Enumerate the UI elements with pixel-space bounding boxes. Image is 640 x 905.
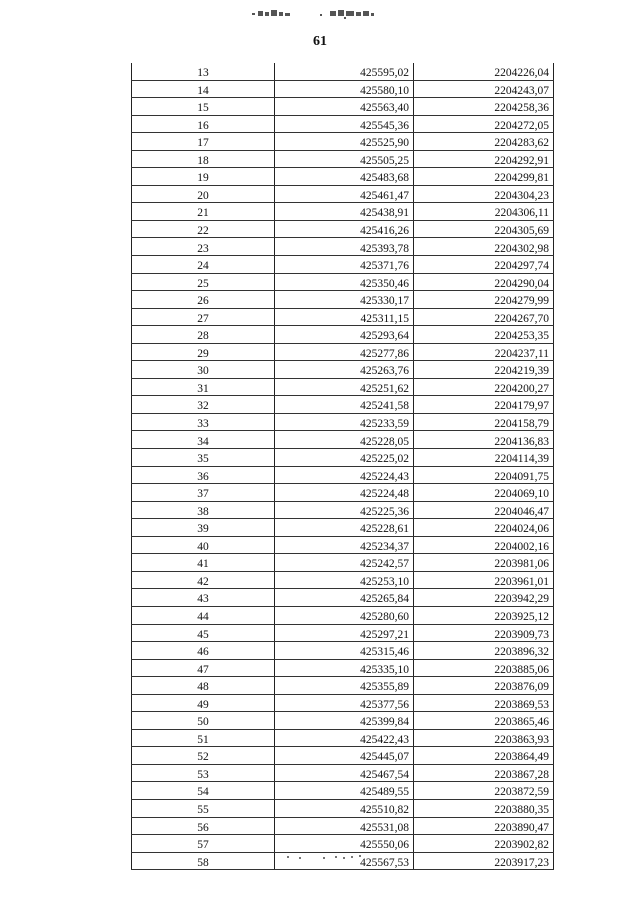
table-row bbox=[132, 150, 554, 168]
point-number-cell: 38 bbox=[132, 501, 275, 519]
x-coordinate-cell: 425297,21 bbox=[275, 624, 414, 642]
x-coordinate-cell: 425580,10 bbox=[275, 80, 414, 98]
x-coordinate-cell: 425224,48 bbox=[275, 484, 414, 502]
y-coordinate-cell: 2203896,32 bbox=[414, 642, 554, 660]
x-coordinate-cell: 425225,02 bbox=[275, 449, 414, 467]
point-number-cell: 29 bbox=[132, 343, 275, 361]
y-coordinate-cell: 2204302,98 bbox=[414, 238, 554, 256]
table-row bbox=[132, 203, 554, 221]
table-row bbox=[132, 519, 554, 537]
table-row bbox=[132, 133, 554, 151]
table-row bbox=[132, 80, 554, 98]
point-number-cell: 17 bbox=[132, 133, 275, 151]
y-coordinate-cell: 2204069,10 bbox=[414, 484, 554, 502]
table-row bbox=[132, 747, 554, 765]
x-coordinate-cell: 425422,43 bbox=[275, 729, 414, 747]
x-coordinate-cell: 425311,15 bbox=[275, 308, 414, 326]
x-coordinate-cell: 425399,84 bbox=[275, 712, 414, 730]
table-row bbox=[132, 606, 554, 624]
point-number-cell: 30 bbox=[132, 361, 275, 379]
y-coordinate-cell: 2203909,73 bbox=[414, 624, 554, 642]
x-coordinate-cell: 425293,64 bbox=[275, 326, 414, 344]
point-number-cell: 31 bbox=[132, 378, 275, 396]
y-coordinate-cell: 2204305,69 bbox=[414, 220, 554, 238]
table-row bbox=[132, 291, 554, 309]
point-number-cell: 15 bbox=[132, 98, 275, 116]
y-coordinate-cell: 2203961,01 bbox=[414, 571, 554, 589]
x-coordinate-cell: 425563,40 bbox=[275, 98, 414, 116]
y-coordinate-cell: 2203865,46 bbox=[414, 712, 554, 730]
y-coordinate-cell: 2204267,70 bbox=[414, 308, 554, 326]
point-number-cell: 14 bbox=[132, 80, 275, 98]
x-coordinate-cell: 425489,55 bbox=[275, 782, 414, 800]
table-row bbox=[132, 835, 554, 853]
table-row bbox=[132, 326, 554, 344]
y-coordinate-cell: 2203863,93 bbox=[414, 729, 554, 747]
y-coordinate-cell: 2204024,06 bbox=[414, 519, 554, 537]
y-coordinate-cell: 2203876,09 bbox=[414, 677, 554, 695]
table-row bbox=[132, 764, 554, 782]
y-coordinate-cell: 2203925,12 bbox=[414, 606, 554, 624]
point-number-cell: 50 bbox=[132, 712, 275, 730]
point-number-cell: 40 bbox=[132, 536, 275, 554]
x-coordinate-cell: 425315,46 bbox=[275, 642, 414, 660]
y-coordinate-cell: 2204299,81 bbox=[414, 168, 554, 186]
y-coordinate-cell: 2204136,83 bbox=[414, 431, 554, 449]
y-coordinate-cell: 2203902,82 bbox=[414, 835, 554, 853]
x-coordinate-cell: 425595,02 bbox=[275, 63, 414, 80]
table-row bbox=[132, 571, 554, 589]
point-number-cell: 18 bbox=[132, 150, 275, 168]
y-coordinate-cell: 2203890,47 bbox=[414, 817, 554, 835]
x-coordinate-cell: 425335,10 bbox=[275, 659, 414, 677]
x-coordinate-cell: 425241,58 bbox=[275, 396, 414, 414]
x-coordinate-cell: 425234,37 bbox=[275, 536, 414, 554]
point-number-cell: 26 bbox=[132, 291, 275, 309]
point-number-cell: 24 bbox=[132, 256, 275, 274]
x-coordinate-cell: 425416,26 bbox=[275, 220, 414, 238]
point-number-cell: 41 bbox=[132, 554, 275, 572]
y-coordinate-cell: 2204279,99 bbox=[414, 291, 554, 309]
point-number-cell: 44 bbox=[132, 606, 275, 624]
table-row bbox=[132, 554, 554, 572]
table-row bbox=[132, 220, 554, 238]
table-row bbox=[132, 484, 554, 502]
x-coordinate-cell: 425461,47 bbox=[275, 185, 414, 203]
table-row bbox=[132, 466, 554, 484]
table-row bbox=[132, 799, 554, 817]
x-coordinate-cell: 425510,82 bbox=[275, 799, 414, 817]
x-coordinate-cell: 425330,17 bbox=[275, 291, 414, 309]
point-number-cell: 57 bbox=[132, 835, 275, 853]
x-coordinate-cell: 425531,08 bbox=[275, 817, 414, 835]
table-row bbox=[132, 677, 554, 695]
point-number-cell: 58 bbox=[132, 852, 275, 870]
x-coordinate-cell: 425228,61 bbox=[275, 519, 414, 537]
y-coordinate-cell: 2204046,47 bbox=[414, 501, 554, 519]
y-coordinate-cell: 2203885,06 bbox=[414, 659, 554, 677]
y-coordinate-cell: 2204002,16 bbox=[414, 536, 554, 554]
point-number-cell: 22 bbox=[132, 220, 275, 238]
table-row bbox=[132, 817, 554, 835]
x-coordinate-cell: 425242,57 bbox=[275, 554, 414, 572]
point-number-cell: 34 bbox=[132, 431, 275, 449]
x-coordinate-cell: 425355,89 bbox=[275, 677, 414, 695]
table-row bbox=[132, 361, 554, 379]
point-number-cell: 52 bbox=[132, 747, 275, 765]
point-number-cell: 20 bbox=[132, 185, 275, 203]
coordinates-table bbox=[131, 63, 554, 870]
table-row bbox=[132, 624, 554, 642]
y-coordinate-cell: 2204091,75 bbox=[414, 466, 554, 484]
y-coordinate-cell: 2204219,39 bbox=[414, 361, 554, 379]
point-number-cell: 32 bbox=[132, 396, 275, 414]
table-row bbox=[132, 413, 554, 431]
y-coordinate-cell: 2204283,62 bbox=[414, 133, 554, 151]
table-row bbox=[132, 343, 554, 361]
x-coordinate-cell: 425265,84 bbox=[275, 589, 414, 607]
point-number-cell: 33 bbox=[132, 413, 275, 431]
page-number: 61 bbox=[313, 34, 327, 49]
x-coordinate-cell: 425567,53 bbox=[275, 852, 414, 870]
point-number-cell: 46 bbox=[132, 642, 275, 660]
point-number-cell: 53 bbox=[132, 764, 275, 782]
table-row bbox=[132, 115, 554, 133]
point-number-cell: 51 bbox=[132, 729, 275, 747]
point-number-cell: 39 bbox=[132, 519, 275, 537]
y-coordinate-cell: 2204253,35 bbox=[414, 326, 554, 344]
y-coordinate-cell: 2204258,36 bbox=[414, 98, 554, 116]
table-row bbox=[132, 659, 554, 677]
table-row bbox=[132, 396, 554, 414]
y-coordinate-cell: 2204158,79 bbox=[414, 413, 554, 431]
y-coordinate-cell: 2204290,04 bbox=[414, 273, 554, 291]
table-row bbox=[132, 712, 554, 730]
x-coordinate-cell: 425438,91 bbox=[275, 203, 414, 221]
table-row bbox=[132, 589, 554, 607]
y-coordinate-cell: 2204304,23 bbox=[414, 185, 554, 203]
table-row bbox=[132, 782, 554, 800]
table-row bbox=[132, 378, 554, 396]
point-number-cell: 56 bbox=[132, 817, 275, 835]
y-coordinate-cell: 2203917,23 bbox=[414, 852, 554, 870]
point-number-cell: 55 bbox=[132, 799, 275, 817]
y-coordinate-cell: 2204306,11 bbox=[414, 203, 554, 221]
table-row bbox=[132, 501, 554, 519]
x-coordinate-cell: 425545,36 bbox=[275, 115, 414, 133]
y-coordinate-cell: 2204237,11 bbox=[414, 343, 554, 361]
table-row bbox=[132, 642, 554, 660]
point-number-cell: 49 bbox=[132, 694, 275, 712]
point-number-cell: 54 bbox=[132, 782, 275, 800]
y-coordinate-cell: 2204272,05 bbox=[414, 115, 554, 133]
coordinates-table-body bbox=[132, 63, 554, 870]
x-coordinate-cell: 425233,59 bbox=[275, 413, 414, 431]
y-coordinate-cell: 2204114,39 bbox=[414, 449, 554, 467]
point-number-cell: 35 bbox=[132, 449, 275, 467]
y-coordinate-cell: 2204200,27 bbox=[414, 378, 554, 396]
scan-artifact-top bbox=[250, 8, 390, 20]
x-coordinate-cell: 425393,78 bbox=[275, 238, 414, 256]
table-row bbox=[132, 694, 554, 712]
y-coordinate-cell: 2203869,53 bbox=[414, 694, 554, 712]
table-row bbox=[132, 256, 554, 274]
y-coordinate-cell: 2203942,29 bbox=[414, 589, 554, 607]
point-number-cell: 27 bbox=[132, 308, 275, 326]
y-coordinate-cell: 2203864,49 bbox=[414, 747, 554, 765]
point-number-cell: 19 bbox=[132, 168, 275, 186]
y-coordinate-cell: 2204243,07 bbox=[414, 80, 554, 98]
table-row bbox=[132, 238, 554, 256]
x-coordinate-cell: 425225,36 bbox=[275, 501, 414, 519]
table-row bbox=[132, 168, 554, 186]
x-coordinate-cell: 425525,90 bbox=[275, 133, 414, 151]
y-coordinate-cell: 2203867,28 bbox=[414, 764, 554, 782]
point-number-cell: 42 bbox=[132, 571, 275, 589]
table-row bbox=[132, 536, 554, 554]
point-number-cell: 48 bbox=[132, 677, 275, 695]
x-coordinate-cell: 425228,05 bbox=[275, 431, 414, 449]
x-coordinate-cell: 425467,54 bbox=[275, 764, 414, 782]
y-coordinate-cell: 2204292,91 bbox=[414, 150, 554, 168]
point-number-cell: 23 bbox=[132, 238, 275, 256]
table-row bbox=[132, 308, 554, 326]
point-number-cell: 16 bbox=[132, 115, 275, 133]
y-coordinate-cell: 2204179,97 bbox=[414, 396, 554, 414]
point-number-cell: 13 bbox=[132, 63, 275, 80]
point-number-cell: 45 bbox=[132, 624, 275, 642]
x-coordinate-cell: 425251,62 bbox=[275, 378, 414, 396]
x-coordinate-cell: 425280,60 bbox=[275, 606, 414, 624]
table-row bbox=[132, 431, 554, 449]
point-number-cell: 21 bbox=[132, 203, 275, 221]
table-row bbox=[132, 63, 554, 80]
point-number-cell: 43 bbox=[132, 589, 275, 607]
x-coordinate-cell: 425377,56 bbox=[275, 694, 414, 712]
table-row bbox=[132, 729, 554, 747]
y-coordinate-cell: 2203880,35 bbox=[414, 799, 554, 817]
x-coordinate-cell: 425263,76 bbox=[275, 361, 414, 379]
y-coordinate-cell: 2204226,04 bbox=[414, 63, 554, 80]
point-number-cell: 36 bbox=[132, 466, 275, 484]
point-number-cell: 37 bbox=[132, 484, 275, 502]
x-coordinate-cell: 425445,07 bbox=[275, 747, 414, 765]
x-coordinate-cell: 425253,10 bbox=[275, 571, 414, 589]
point-number-cell: 28 bbox=[132, 326, 275, 344]
x-coordinate-cell: 425550,06 bbox=[275, 835, 414, 853]
x-coordinate-cell: 425371,76 bbox=[275, 256, 414, 274]
y-coordinate-cell: 2203981,06 bbox=[414, 554, 554, 572]
y-coordinate-cell: 2204297,74 bbox=[414, 256, 554, 274]
table-row bbox=[132, 185, 554, 203]
point-number-cell: 25 bbox=[132, 273, 275, 291]
x-coordinate-cell: 425505,25 bbox=[275, 150, 414, 168]
x-coordinate-cell: 425483,68 bbox=[275, 168, 414, 186]
scan-artifact-bottom bbox=[285, 853, 365, 861]
x-coordinate-cell: 425277,86 bbox=[275, 343, 414, 361]
table-row bbox=[132, 449, 554, 467]
y-coordinate-cell: 2203872,59 bbox=[414, 782, 554, 800]
point-number-cell: 47 bbox=[132, 659, 275, 677]
table-row bbox=[132, 273, 554, 291]
x-coordinate-cell: 425224,43 bbox=[275, 466, 414, 484]
table-row bbox=[132, 98, 554, 116]
x-coordinate-cell: 425350,46 bbox=[275, 273, 414, 291]
